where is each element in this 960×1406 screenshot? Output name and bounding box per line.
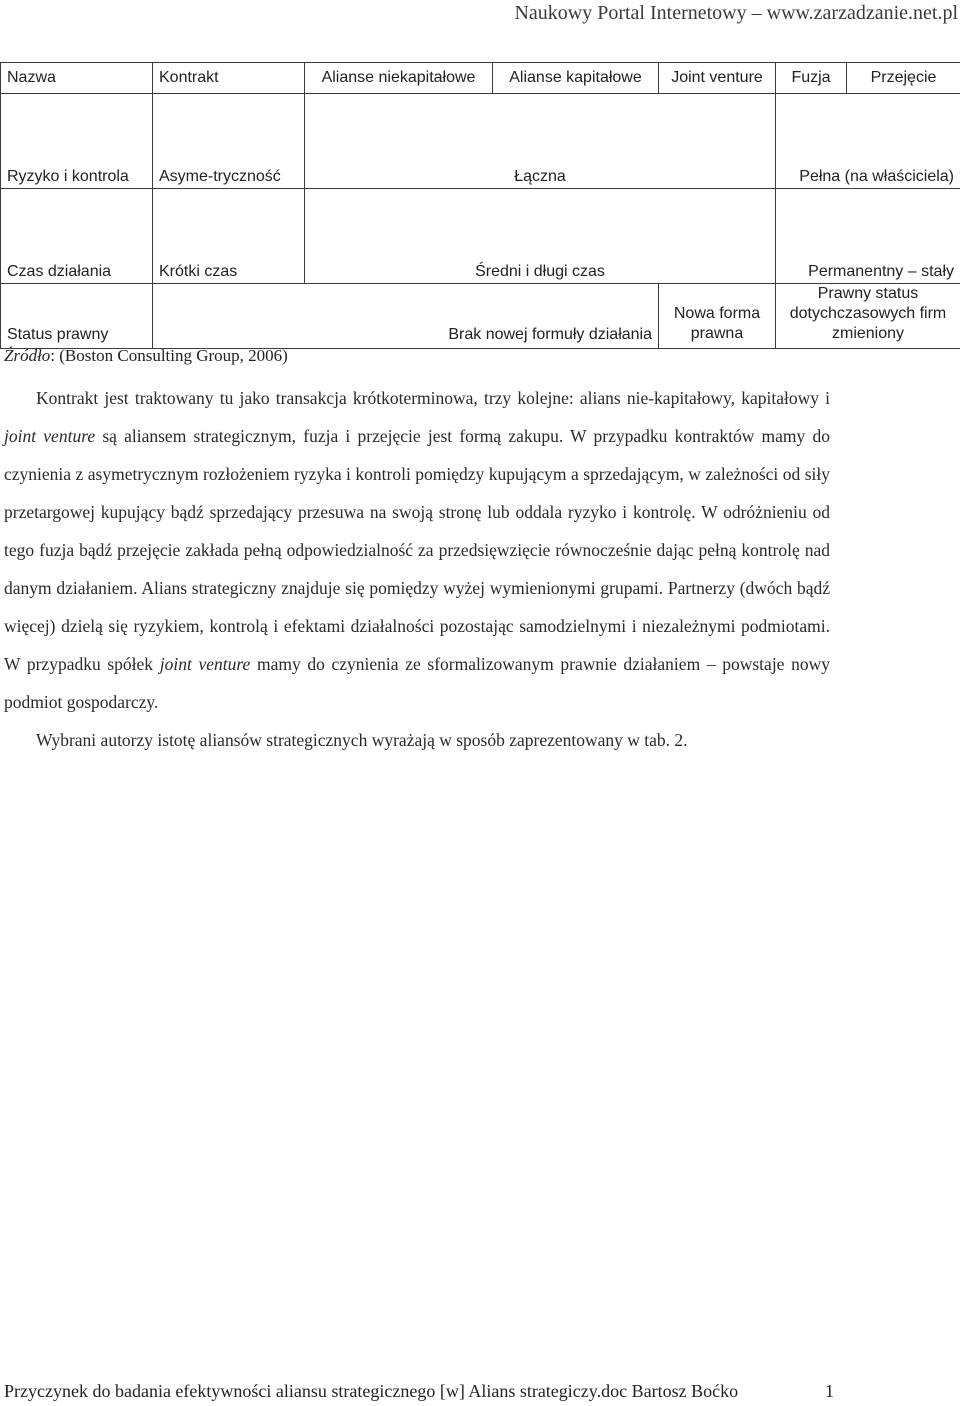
page-footer — [4, 1381, 834, 1402]
row-label: Ryzyko i kontrola — [1, 94, 153, 189]
comparison-table — [0, 62, 960, 349]
body-text — [4, 379, 830, 759]
table-cell: Łączna — [305, 94, 776, 189]
table-cell: Nowa forma prawna — [659, 284, 776, 349]
table-cell: Pełna (na właściciela) — [776, 94, 960, 189]
table-cell: Alianse kapitałowe — [493, 63, 659, 94]
table-cell: Brak nowej formuły działania — [153, 284, 659, 349]
source-label: Źródło — [4, 346, 51, 365]
source-note — [4, 346, 288, 366]
table-cell: Alianse niekapitałowe — [305, 63, 493, 94]
table-cell: Fuzja — [776, 63, 847, 94]
italic-term: joint venture — [4, 426, 96, 446]
text-span: Kontrakt jest traktowany tu jako transakcja krótkoterminowa, trzy kolejne: alians nie-kapitałowy, kapitałowy i — [36, 388, 830, 408]
text-span: mamy do czynienia ze sformalizowanym prawnie działaniem – powstaje nowy podmiot gospodarczy. — [4, 654, 830, 712]
table-header-row — [1, 63, 960, 94]
row-label: Status prawny — [1, 284, 153, 349]
table-cell: Nazwa — [1, 63, 153, 94]
page-number: 1 — [825, 1381, 834, 1401]
footer-text: Przyczynek do badania efektywności aliansu strategicznego [w] Alians strategiczy.doc Bartosz Boćko — [4, 1381, 739, 1401]
paragraph — [4, 379, 830, 721]
table-cell: Krótki czas — [153, 189, 305, 284]
page-header: Naukowy Portal Internetowy – www.zarzadzanie.net.pl — [514, 2, 958, 24]
table-row — [1, 94, 960, 189]
table-row — [1, 189, 960, 284]
row-label: Czas działania — [1, 189, 153, 284]
table-cell: Asyme-tryczność — [153, 94, 305, 189]
table-cell: Przejęcie — [847, 63, 960, 94]
source-text: : (Boston Consulting Group, 2006) — [50, 346, 288, 365]
italic-term: joint venture — [159, 654, 251, 674]
table-cell: Prawny status dotychczasowych firm zmieniony — [776, 284, 960, 349]
table-cell: Joint venture — [659, 63, 776, 94]
table-row — [1, 284, 960, 349]
table-cell: Średni i długi czas — [305, 189, 776, 284]
table-cell: Kontrakt — [153, 63, 305, 94]
table-cell: Permanentny – stały — [776, 189, 960, 284]
paragraph: Wybrani autorzy istotę aliansów strategicznych wyrażają w sposób zaprezentowany w tab. 2. — [36, 730, 688, 750]
text-span: są aliansem strategicznym, fuzja i przejęcie jest formą zakupu. W przypadku kontraktów mamy do czynienia z asymetrycznym rozłożeniem ryzyka i kontroli pomiędzy kupującym a sprzedającym, w zależności od siły przetargowej kupujący bądź sprzedający przesuwa na swoją stronę lub oddala ryzyko i kontrolę. W odróżnieniu od tego fuzja bądź przejęcie zakłada pełną odpowiedzialność za przedsięwzięcie równocześnie dając pełną kontrolę nad danym działaniem. Alians strategiczny znajduje się pomiędzy wyżej wymienionymi grupami. Partnerzy (dwóch bądź więcej) dzielą się ryzykiem, kontrolą i efektami działalności pozostając samodzielnymi i niezależnymi podmiotami. W przypadku spółek — [4, 426, 830, 674]
